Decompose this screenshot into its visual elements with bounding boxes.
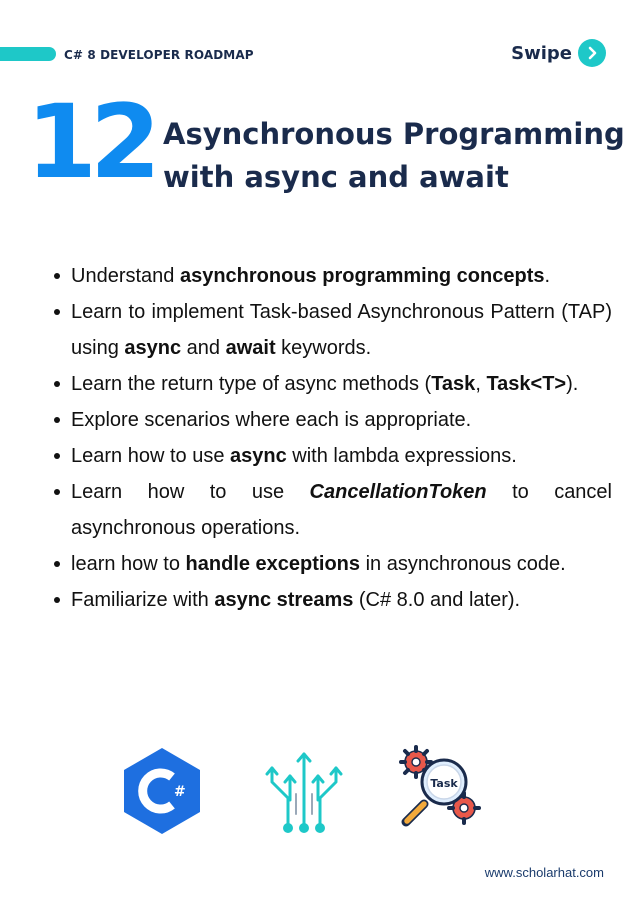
task-icon-label: Task <box>430 777 458 790</box>
topic-text: Learn how to use <box>71 445 230 467</box>
topic-text: with lambda expressions. <box>286 445 517 467</box>
topic-text: to cancel asynchronous operations. <box>71 481 613 539</box>
topic-emphasis: handle exceptions <box>185 553 361 575</box>
topic-text: learn how to <box>71 553 186 575</box>
section-number: 12 <box>26 83 154 202</box>
topic-text: Explore scenarios where each is appropriate. <box>71 409 472 431</box>
swipe-control[interactable] <box>511 39 606 67</box>
topic-text: ). <box>566 373 579 395</box>
topic-item <box>50 258 612 294</box>
series-label: C# 8 DEVELOPER ROADMAP <box>64 48 254 62</box>
topic-item <box>50 582 612 618</box>
section-title-line-2: with async and await <box>163 160 509 194</box>
topic-text: keywords. <box>275 337 372 359</box>
topic-item <box>50 294 612 366</box>
topic-text: and <box>181 337 226 359</box>
topic-text: Understand <box>71 265 180 287</box>
csharp-sharp-glyph: # <box>174 784 186 800</box>
topic-item <box>50 402 612 438</box>
topic-emphasis: CancellationToken <box>309 481 487 503</box>
section-title-line-1: Asynchronous Programming <box>163 117 625 151</box>
topic-text: . <box>544 265 551 287</box>
website-link[interactable]: www.scholarhat.com <box>484 865 604 880</box>
topic-text: in asynchronous code. <box>360 553 566 575</box>
task-gear-magnifier-icon <box>398 744 484 830</box>
topic-text: Learn to implement Task-based Asynchronous Pattern (TAP) using <box>71 301 612 359</box>
topic-list <box>50 258 612 618</box>
topic-item <box>50 546 612 582</box>
topic-item <box>50 474 612 546</box>
topic-emphasis: async streams <box>214 589 354 611</box>
section-title <box>163 113 625 199</box>
topic-text: Learn the return type of async methods ( <box>71 373 432 395</box>
swipe-label: Swipe <box>511 42 572 64</box>
topic-item <box>50 366 612 402</box>
topic-emphasis: await <box>225 337 276 359</box>
topic-text: Learn how to use <box>71 481 310 503</box>
accent-bar <box>0 47 56 61</box>
chevron-right-icon[interactable] <box>578 39 606 67</box>
topic-text: , <box>475 373 487 395</box>
csharp-logo-icon <box>120 746 204 836</box>
parallel-arrows-icon <box>260 748 348 836</box>
topic-item <box>50 438 612 474</box>
topic-emphasis: async <box>124 337 182 359</box>
topic-emphasis: async <box>230 445 287 467</box>
topic-emphasis: Task <box>431 373 476 395</box>
topic-emphasis: asynchronous programming concepts <box>179 265 545 287</box>
topic-text: (C# 8.0 and later). <box>353 589 521 611</box>
topic-text: Familiarize with <box>71 589 215 611</box>
topic-emphasis: Task<T> <box>486 373 567 395</box>
